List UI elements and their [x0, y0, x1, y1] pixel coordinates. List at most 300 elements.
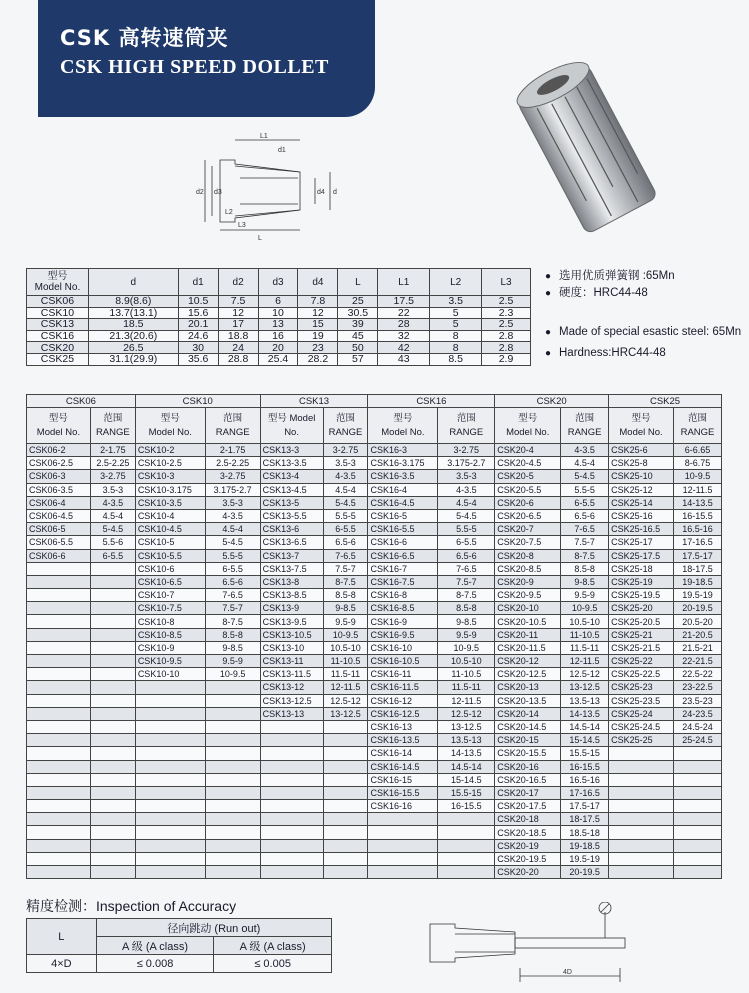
model-no-cell: CSK16-12.5	[368, 707, 438, 720]
table-row	[27, 509, 722, 522]
dimension-cell: 30	[178, 342, 218, 354]
model-no-cell: CSK25-25	[609, 734, 674, 747]
page-title-en: CSK HIGH SPEED DOLLET	[60, 56, 329, 78]
range-cell: 5.5-5	[438, 523, 495, 536]
range-cell: 6-5.5	[90, 549, 135, 562]
model-no-cell	[609, 773, 674, 786]
table-row	[27, 457, 722, 470]
model-no-cell: CSK20-12	[495, 655, 561, 668]
range-cell: 15-14.5	[561, 734, 609, 747]
range-cell: 20-19.5	[673, 602, 721, 615]
range-cell: 7-6.5	[438, 562, 495, 575]
model-no-cell: CSK20-14.5	[495, 720, 561, 733]
model-no-cell	[260, 786, 323, 799]
model-no-cell: CSK10-4	[135, 509, 205, 522]
range-cell: 4-3.5	[323, 470, 368, 483]
range-cell: 3.5-3	[90, 483, 135, 496]
model-no-cell: CSK20-11	[495, 628, 561, 641]
range-cell: 3.175-2.7	[438, 457, 495, 470]
range-cell	[90, 773, 135, 786]
dimension-cell: 13.7(13.1)	[88, 307, 178, 319]
range-cell: 17-16.5	[561, 786, 609, 799]
model-no-cell: CSK06-2	[27, 444, 91, 457]
range-cell: 10-9.5	[673, 470, 721, 483]
model-no-cell: CSK20-8.5	[495, 562, 561, 575]
range-cell	[90, 641, 135, 654]
range-cell	[673, 826, 721, 839]
range-cell: 15-14.5	[438, 773, 495, 786]
model-no-cell: CSK20-18.5	[495, 826, 561, 839]
model-no-cell	[135, 720, 205, 733]
range-cell: 13.5-13	[561, 694, 609, 707]
dimension-cell: 39	[338, 319, 378, 331]
note-material-en: Made of special esastic steel: 65Mn	[559, 326, 742, 338]
model-no-cell: CSK13-4	[260, 470, 323, 483]
model-no-cell	[27, 826, 91, 839]
model-no-cell: CSK06-6	[27, 549, 91, 562]
range-cell: 5.5-6	[90, 536, 135, 549]
range-cell: 16.5-16	[561, 773, 609, 786]
model-no-cell	[27, 615, 91, 628]
range-cell	[90, 694, 135, 707]
model-no-cell: CSK13-8	[260, 575, 323, 588]
range-cell: 4-3.5	[90, 496, 135, 509]
table-row	[27, 773, 722, 786]
range-cell: 6-5.5	[323, 523, 368, 536]
range-cell	[673, 839, 721, 852]
model-no-cell: CSK16-9	[368, 615, 438, 628]
range-cell: 4.5-4	[561, 457, 609, 470]
model-no-cell: CSK06-4	[27, 496, 91, 509]
model-no-cell: CSK25-23.5	[609, 694, 674, 707]
range-header: 范围 RANGE	[438, 408, 495, 444]
model-no-cell: CSK16-13.5	[368, 734, 438, 747]
model-no-cell: CSK20-15	[495, 734, 561, 747]
model-no-cell: CSK25-21	[609, 628, 674, 641]
model-no-cell: CSK13-3.5	[260, 457, 323, 470]
range-cell	[205, 813, 260, 826]
range-cell: 7.5-7	[205, 602, 260, 615]
table-row	[27, 353, 531, 365]
dimension-header: L3	[482, 269, 531, 296]
model-no-cell: CSK20-6.5	[495, 509, 561, 522]
range-group-header: CSK25	[609, 395, 722, 408]
range-cell	[205, 681, 260, 694]
range-cell: 5.5-5	[323, 509, 368, 522]
model-no-cell	[260, 773, 323, 786]
dimension-cell: 18.8	[218, 330, 258, 342]
range-cell	[323, 826, 368, 839]
model-no-cell: CSK10-8	[135, 615, 205, 628]
model-no-cell: CSK06-3	[27, 470, 91, 483]
table-row	[27, 641, 722, 654]
dimension-header: L2	[430, 269, 482, 296]
range-cell	[438, 813, 495, 826]
dimension-cell: 20.1	[178, 319, 218, 331]
model-no-cell: CSK20-16	[495, 760, 561, 773]
model-no-cell	[260, 866, 323, 879]
range-cell: 22.5-22	[673, 668, 721, 681]
model-no-cell: CSK10-5.5	[135, 549, 205, 562]
range-cell: 2-1.75	[205, 444, 260, 457]
model-no-cell	[609, 747, 674, 760]
dimension-cell: 2.8	[482, 330, 531, 342]
range-header: 范围 RANGE	[90, 408, 135, 444]
inspection-row-l: 4×D	[27, 955, 97, 973]
model-no-cell: CSK16-13	[368, 720, 438, 733]
range-cell: 2.5-2.25	[90, 457, 135, 470]
range-cell: 8.5-8	[561, 562, 609, 575]
range-cell: 10-9.5	[205, 668, 260, 681]
model-no-cell: CSK16-14	[368, 747, 438, 760]
model-no-cell: CSK10-2	[135, 444, 205, 457]
dimension-cell: 2.8	[482, 342, 531, 354]
model-no-cell: CSK13-10.5	[260, 628, 323, 641]
model-no-cell: CSK13-11.5	[260, 668, 323, 681]
dimension-cell: 42	[378, 342, 430, 354]
dimension-cell: 15.6	[178, 307, 218, 319]
range-cell: 12-11.5	[561, 655, 609, 668]
model-no-cell	[27, 852, 91, 865]
range-cell	[90, 800, 135, 813]
model-no-cell: CSK16-8	[368, 589, 438, 602]
model-no-cell: CSK20-7.5	[495, 536, 561, 549]
range-cell: 3-2.75	[205, 470, 260, 483]
model-no-cell: CSK20-15.5	[495, 747, 561, 760]
model-no-cell: CSK10-9	[135, 641, 205, 654]
range-cell: 3-2.75	[438, 444, 495, 457]
range-cell	[323, 786, 368, 799]
dimension-cell: CSK13	[27, 319, 89, 331]
model-no-cell: CSK25-6	[609, 444, 674, 457]
range-cell: 10.5-10	[323, 641, 368, 654]
range-cell: 4-3.5	[205, 509, 260, 522]
dimension-cell: 6	[258, 296, 298, 308]
model-no-cell	[609, 760, 674, 773]
range-cell: 4-3.5	[561, 444, 609, 457]
range-cell	[90, 707, 135, 720]
dimension-cell: 24	[218, 342, 258, 354]
range-group-header: CSK13	[260, 395, 368, 408]
model-no-cell: CSK20-16.5	[495, 773, 561, 786]
model-no-cell	[260, 852, 323, 865]
range-cell: 12-11.5	[323, 681, 368, 694]
range-cell: 17.5-17	[673, 549, 721, 562]
table-row	[27, 615, 722, 628]
range-cell	[205, 734, 260, 747]
range-cell	[90, 839, 135, 852]
inspection-class-1: A 级 (A class)	[96, 937, 214, 955]
range-cell: 24-23.5	[673, 707, 721, 720]
dimension-header: L1	[378, 269, 430, 296]
dimension-cell: 24.6	[178, 330, 218, 342]
model-no-cell: CSK13-9.5	[260, 615, 323, 628]
runout-diagram-label: 4D	[563, 969, 572, 976]
model-no-cell	[368, 826, 438, 839]
model-no-cell: CSK06-4.5	[27, 509, 91, 522]
table-row	[27, 296, 531, 308]
range-cell: 17.5-17	[561, 800, 609, 813]
dimension-cell: 21.3(20.6)	[88, 330, 178, 342]
model-no-cell: CSK25-23	[609, 681, 674, 694]
model-no-cell: CSK20-17.5	[495, 800, 561, 813]
range-cell	[205, 839, 260, 852]
table-row	[27, 562, 722, 575]
model-no-cell: CSK25-24.5	[609, 720, 674, 733]
model-no-cell	[609, 852, 674, 865]
range-cell: 4.5-4	[205, 523, 260, 536]
model-no-cell	[260, 734, 323, 747]
dimension-header: 型号 Model No.	[27, 269, 89, 296]
table-row	[27, 826, 722, 839]
dimension-cell: 2.3	[482, 307, 531, 319]
model-no-cell: CSK20-19.5	[495, 852, 561, 865]
note-material-cn: 选用优质弹簧钢 :65Mn	[559, 270, 675, 282]
table-row	[27, 655, 722, 668]
model-no-cell: CSK20-10	[495, 602, 561, 615]
dimension-cell: 8.9(8.6)	[88, 296, 178, 308]
range-cell	[323, 720, 368, 733]
range-cell: 15.5-15	[561, 747, 609, 760]
model-no-cell: CSK20-4	[495, 444, 561, 457]
range-cell: 11-10.5	[438, 668, 495, 681]
table-row	[27, 330, 531, 342]
model-no-cell: CSK25-8	[609, 457, 674, 470]
model-no-cell: CSK20-20	[495, 866, 561, 879]
table-row	[27, 307, 531, 319]
table-row	[27, 483, 722, 496]
range-cell: 5.5-5	[205, 549, 260, 562]
model-no-cell: CSK25-14	[609, 496, 674, 509]
model-no-cell: CSK16-15.5	[368, 786, 438, 799]
model-no-cell: CSK20-17	[495, 786, 561, 799]
range-cell: 18.5-18	[561, 826, 609, 839]
model-no-cell: CSK20-9.5	[495, 589, 561, 602]
range-cell: 9-8.5	[323, 602, 368, 615]
range-cell: 8.5-8	[205, 628, 260, 641]
model-no-cell	[368, 866, 438, 879]
range-cell: 19.5-19	[673, 589, 721, 602]
model-no-cell: CSK16-15	[368, 773, 438, 786]
range-cell: 7.5-7	[438, 575, 495, 588]
range-cell	[323, 773, 368, 786]
model-no-cell: CSK13-10	[260, 641, 323, 654]
model-no-cell	[27, 773, 91, 786]
drawing-label-l3: L3	[238, 222, 246, 229]
model-no-cell	[27, 602, 91, 615]
range-cell: 9-8.5	[438, 615, 495, 628]
dimension-cell: 2.9	[482, 353, 531, 365]
model-no-cell: CSK25-17.5	[609, 549, 674, 562]
model-no-cell	[27, 720, 91, 733]
range-cell	[90, 852, 135, 865]
model-no-cell	[260, 760, 323, 773]
model-no-cell: CSK20-18	[495, 813, 561, 826]
model-no-cell	[27, 813, 91, 826]
model-no-cell: CSK25-19	[609, 575, 674, 588]
dimension-cell: 8	[430, 330, 482, 342]
dimension-header: d4	[298, 269, 338, 296]
dimension-cell: 7.8	[298, 296, 338, 308]
model-no-cell	[27, 668, 91, 681]
range-cell: 4.5-4	[438, 496, 495, 509]
range-cell: 7-6.5	[561, 523, 609, 536]
model-no-cell	[27, 800, 91, 813]
range-cell	[323, 734, 368, 747]
dimension-cell: 10.5	[178, 296, 218, 308]
model-no-cell: CSK20-5.5	[495, 483, 561, 496]
model-no-cell	[135, 839, 205, 852]
range-cell	[90, 760, 135, 773]
dimension-cell: CSK25	[27, 353, 89, 365]
model-no-cell	[609, 786, 674, 799]
range-cell: 5.5-5	[561, 483, 609, 496]
dimension-cell: 17	[218, 319, 258, 331]
model-no-cell	[135, 747, 205, 760]
table-row	[27, 523, 722, 536]
table-row	[27, 800, 722, 813]
model-no-cell: CSK20-6	[495, 496, 561, 509]
model-no-cell	[27, 562, 91, 575]
model-no-header: 型号 Model No.	[368, 408, 438, 444]
table-row	[27, 694, 722, 707]
model-no-cell	[27, 760, 91, 773]
range-cell: 12.5-12	[323, 694, 368, 707]
table-row	[27, 813, 722, 826]
model-no-cell: CSK25-24	[609, 707, 674, 720]
model-no-cell: CSK06-5	[27, 523, 91, 536]
range-cell: 22-21.5	[673, 655, 721, 668]
model-no-header: 型号 Model No.	[609, 408, 674, 444]
range-cell: 15.5-15	[438, 786, 495, 799]
model-no-cell: CSK06-3.5	[27, 483, 91, 496]
range-cell	[323, 813, 368, 826]
table-row	[27, 681, 722, 694]
model-no-cell: CSK16-5	[368, 509, 438, 522]
range-cell: 20.5-20	[673, 615, 721, 628]
model-no-cell	[135, 786, 205, 799]
range-cell	[205, 773, 260, 786]
drawing-label-l: L	[258, 235, 262, 242]
model-no-cell: CSK16-3	[368, 444, 438, 457]
table-row	[27, 536, 722, 549]
table-row	[27, 786, 722, 799]
collet-photo	[490, 45, 680, 245]
model-no-cell: CSK13-7.5	[260, 562, 323, 575]
dimension-cell: 31.1(29.9)	[88, 353, 178, 365]
model-no-cell: CSK13-9	[260, 602, 323, 615]
table-row	[27, 668, 722, 681]
model-no-header: 型号 Model No.	[260, 408, 323, 444]
range-cell: 3.5-3	[323, 457, 368, 470]
range-header: 范围 RANGE	[673, 408, 721, 444]
model-no-cell	[27, 747, 91, 760]
model-no-cell: CSK25-22.5	[609, 668, 674, 681]
range-cell: 7-6.5	[205, 589, 260, 602]
range-cell: 24.5-24	[673, 720, 721, 733]
range-cell	[205, 786, 260, 799]
range-cell	[323, 866, 368, 879]
range-cell: 2.5-2.25	[205, 457, 260, 470]
dimension-cell: 25.4	[258, 353, 298, 365]
range-cell	[205, 866, 260, 879]
model-no-cell: CSK10-5	[135, 536, 205, 549]
range-group-header: CSK06	[27, 395, 136, 408]
model-no-cell	[27, 628, 91, 641]
range-cell: 4.5-4	[90, 509, 135, 522]
table-row	[27, 589, 722, 602]
model-no-cell	[260, 747, 323, 760]
model-no-cell: CSK10-3.5	[135, 496, 205, 509]
range-cell: 14.5-14	[438, 760, 495, 773]
table-row	[27, 575, 722, 588]
range-cell	[438, 852, 495, 865]
table-row	[27, 707, 722, 720]
range-cell	[323, 800, 368, 813]
model-no-cell	[135, 852, 205, 865]
table-row	[27, 342, 531, 354]
dimension-cell: 16	[258, 330, 298, 342]
model-no-cell: CSK13-7	[260, 549, 323, 562]
range-cell: 8-7.5	[438, 589, 495, 602]
model-no-cell: CSK10-9.5	[135, 655, 205, 668]
model-no-cell	[27, 655, 91, 668]
range-cell: 5-4.5	[90, 523, 135, 536]
dimension-cell: 8	[430, 342, 482, 354]
range-cell	[90, 681, 135, 694]
table-row	[27, 444, 722, 457]
range-cell: 14.5-14	[561, 720, 609, 733]
model-no-cell	[135, 681, 205, 694]
model-no-cell	[27, 866, 91, 879]
range-cell: 14-13.5	[673, 496, 721, 509]
model-no-cell: CSK16-9.5	[368, 628, 438, 641]
drawing-label-l1: L1	[260, 133, 268, 140]
model-no-cell	[27, 707, 91, 720]
model-no-cell	[609, 839, 674, 852]
range-cell: 19-18.5	[673, 575, 721, 588]
model-no-cell: CSK13-3	[260, 444, 323, 457]
model-no-cell: CSK25-18	[609, 562, 674, 575]
range-cell	[673, 852, 721, 865]
model-no-cell: CSK20-4.5	[495, 457, 561, 470]
inspection-class-2: A 级 (A class)	[214, 937, 332, 955]
range-cell: 5-4.5	[323, 496, 368, 509]
model-no-cell	[135, 826, 205, 839]
range-cell: 10-9.5	[323, 628, 368, 641]
table-row	[27, 852, 722, 865]
model-no-cell	[609, 813, 674, 826]
dimension-cell: 26.5	[88, 342, 178, 354]
range-cell	[438, 866, 495, 879]
range-cell: 6.5-6	[561, 509, 609, 522]
range-cell: 16.5-16	[673, 523, 721, 536]
dimension-cell: 8.5	[430, 353, 482, 365]
model-no-cell: CSK13-4.5	[260, 483, 323, 496]
model-no-header: 型号 Model No.	[495, 408, 561, 444]
range-cell: 12-11.5	[438, 694, 495, 707]
note-hardness-cn: 硬度：HRC44-48	[559, 287, 648, 299]
range-cell: 10.5-10	[438, 655, 495, 668]
drawing-label-d4: d4	[317, 189, 325, 196]
range-cell: 3-2.75	[90, 470, 135, 483]
model-no-cell: CSK16-4.5	[368, 496, 438, 509]
range-cell: 11.5-11	[561, 641, 609, 654]
model-no-cell: CSK13-13	[260, 707, 323, 720]
range-cell: 11.5-11	[438, 681, 495, 694]
model-no-cell: CSK20-19	[495, 839, 561, 852]
model-no-cell	[260, 813, 323, 826]
